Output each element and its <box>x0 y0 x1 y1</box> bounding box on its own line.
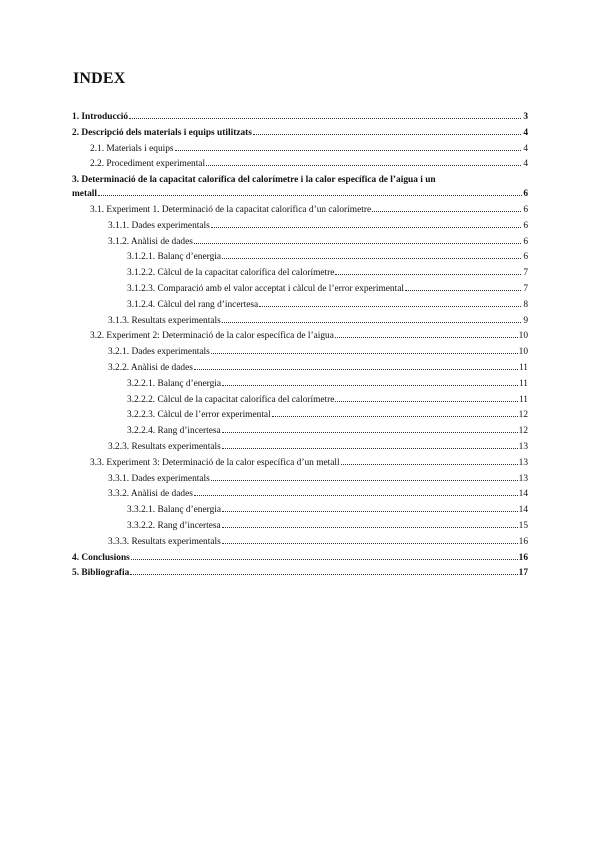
toc-entry-page: 17 <box>518 568 528 579</box>
toc-entry-label: 2. Descripció dels materials i equips utilitzats <box>72 127 252 138</box>
dot-leader <box>129 117 521 119</box>
toc-entry-3-2-2-2[interactable] <box>72 393 528 409</box>
dot-leader <box>222 542 518 544</box>
dot-leader <box>211 479 518 481</box>
toc-entry-1[interactable] <box>72 110 528 126</box>
toc-entry-3-3-3[interactable] <box>72 535 528 551</box>
toc-entry-page: 11 <box>518 394 528 405</box>
toc-entry-label: 3.2.2. Anàlisi de dades <box>108 362 193 373</box>
toc-entry-page: 11 <box>518 362 528 373</box>
toc-entry-label: 2.1. Materials i equips <box>90 143 174 154</box>
toc-entry-label: 3.1. Experiment 1. Determinació de la capacitat calorífica d’un calorímetre <box>90 204 372 215</box>
dot-leader <box>222 510 518 512</box>
dot-leader <box>405 289 521 291</box>
toc-entry-page: 10 <box>518 347 528 358</box>
toc-entry-page: 4 <box>523 159 528 170</box>
toc-entry-3-1-1[interactable] <box>72 219 528 235</box>
toc-entry-page: 4 <box>523 127 528 138</box>
dot-leader <box>130 573 517 575</box>
toc-entry-page: 6 <box>523 220 528 231</box>
dot-leader <box>222 384 518 386</box>
toc-entry-3-2-2[interactable] <box>72 361 528 377</box>
toc-entry-label: 3.1.2.2. Càlcul de la capacitat calorífica del calorímetre <box>127 268 335 279</box>
toc-entry-2-1[interactable] <box>72 142 528 158</box>
dot-leader <box>194 494 518 496</box>
toc-entry-3-1[interactable] <box>72 203 528 219</box>
toc-entry-3-2[interactable] <box>72 329 528 345</box>
toc-entry-3-1-2-3[interactable] <box>72 282 528 298</box>
dot-leader <box>222 447 518 449</box>
toc-entry-label: 3.2.2.4. Rang d’incertesa <box>127 426 221 437</box>
page-title: INDEX <box>73 70 126 87</box>
dot-leader <box>206 164 521 166</box>
toc-entry-page: 12 <box>518 410 528 421</box>
toc-entry-label: 3.3.3. Resultats experimentals <box>108 536 221 547</box>
toc-entry-page: 6 <box>523 189 528 200</box>
toc-entry-page: 12 <box>518 426 528 437</box>
toc-entry-label: 3.3.2.2. Rang d’incertesa <box>127 520 221 531</box>
toc-entry-label: 3.2. Experiment 2: Determinació de la calor específica de l’aigua <box>90 331 334 342</box>
toc-entry-page: 13 <box>518 473 528 484</box>
toc-entry-3-3-2-2[interactable] <box>72 519 528 535</box>
toc-entry-label: 3.1.2.4. Càlcul del rang d’incertesa <box>127 299 259 310</box>
toc-entry-label: 3.1.3. Resultats experimentals <box>108 315 221 326</box>
toc-entry-label: 3.3.2. Anàlisi de dades <box>108 489 193 500</box>
toc-entry-label: 3.3.1. Dades experimentals <box>108 473 210 484</box>
toc-entry-page: 6 <box>523 204 528 215</box>
toc-entry-5[interactable] <box>72 566 528 582</box>
toc-entry-label: 3.1.2. Anàlisi de dades <box>108 236 193 247</box>
toc-entry-3-2-2-1[interactable] <box>72 377 528 393</box>
dot-leader <box>98 194 522 196</box>
toc-entry-label: 4. Conclusions <box>72 552 130 563</box>
dot-leader <box>335 400 518 402</box>
toc-entry-3-1-3[interactable] <box>72 314 528 330</box>
toc-entry-3-2-1[interactable] <box>72 345 528 361</box>
toc-entry-3-3-2[interactable] <box>72 487 528 503</box>
dot-leader <box>211 226 521 228</box>
toc-entry-label: 3.2.2.2. Càlcul de la capacitat calorífica del calorímetre <box>127 394 335 405</box>
toc-entry-page: 3 <box>523 112 528 122</box>
toc-entry-2[interactable] <box>72 126 528 142</box>
toc-entry-4[interactable] <box>72 551 528 567</box>
toc-entry-3-3-2-1[interactable] <box>72 503 528 519</box>
toc-entry-2-2[interactable] <box>72 157 528 173</box>
toc-entry-label: 3.1.2.3. Comparació amb el valor acceptat i càlcul de l’error experimental <box>127 283 404 294</box>
toc-entry-3-1-2-2[interactable] <box>72 266 528 282</box>
toc-entry-page: 15 <box>518 520 528 531</box>
dot-leader <box>253 133 521 135</box>
toc-entry-label: 2.2. Procediment experimental <box>90 159 206 170</box>
toc-entry-3-1-2-4[interactable] <box>72 298 528 314</box>
toc-entry-page: 13 <box>518 441 528 452</box>
toc-entry-page: 14 <box>518 489 528 500</box>
toc-entry-page: 4 <box>523 143 528 154</box>
toc-entry-page: 16 <box>518 536 528 547</box>
dot-leader <box>222 321 521 323</box>
toc-entry-label: 3.2.3. Resultats experimentals <box>108 441 221 452</box>
dot-leader <box>335 336 518 338</box>
toc-entry-label: 3.2.2.1. Balanç d’energia <box>127 378 222 389</box>
dot-leader <box>222 257 521 259</box>
toc-entry-label: 5. Bibliografia <box>72 568 130 579</box>
toc-entry-3-3[interactable] <box>72 456 528 472</box>
toc-entry-3-1-2[interactable] <box>72 235 528 251</box>
toc-entry-3-2-2-3[interactable] <box>72 408 528 424</box>
table-of-contents <box>72 110 528 582</box>
toc-entry-3-1-2-1[interactable] <box>72 250 528 266</box>
toc-entry-page: 7 <box>523 268 528 279</box>
dot-leader <box>272 415 518 417</box>
dot-leader <box>222 526 518 528</box>
toc-entry-label: 3.1.2.1. Balanç d’energia <box>127 252 222 263</box>
toc-entry-label: 3.2.1. Dades experimentals <box>108 347 210 358</box>
dot-leader <box>335 273 521 275</box>
toc-entry-label: 1. Introducció <box>72 112 129 122</box>
toc-entry-label: 3.3. Experiment 3: Determinació de la calor específica d’un metall <box>90 457 340 468</box>
toc-entry-3-3-1[interactable] <box>72 472 528 488</box>
toc-entry-page: 13 <box>518 457 528 468</box>
dot-leader <box>341 463 518 465</box>
toc-entry-label-line1: 3. Determinació de la capacitat calorífica del calorímetre i la calor específica de l’aigua i un <box>72 175 436 186</box>
toc-entry-label: 3.2.2.3. Càlcul de l’error experimental <box>127 410 271 421</box>
toc-entry-page: 7 <box>523 283 528 294</box>
dot-leader <box>194 368 518 370</box>
toc-entry-page: 6 <box>523 252 528 263</box>
dot-leader <box>372 210 521 212</box>
toc-entry-page: 6 <box>523 236 528 247</box>
dot-leader <box>175 149 521 151</box>
toc-entry-page: 9 <box>523 315 528 326</box>
toc-entry-label-line2: metall <box>72 189 97 200</box>
dot-leader <box>259 305 521 307</box>
toc-entry-page: 14 <box>518 505 528 516</box>
dot-leader <box>194 242 521 244</box>
toc-entry-page: 8 <box>523 299 528 310</box>
toc-entry-label: 3.1.1. Dades experimentals <box>108 220 210 231</box>
toc-entry-page: 11 <box>518 378 528 389</box>
toc-entry-3-2-3[interactable] <box>72 440 528 456</box>
toc-entry-3[interactable] <box>72 173 528 201</box>
toc-entry-page: 10 <box>518 331 528 342</box>
dot-leader <box>222 431 518 433</box>
dot-leader <box>131 558 518 560</box>
dot-leader <box>211 352 518 354</box>
toc-entry-label: 3.3.2.1. Balanç d’energia <box>127 505 222 516</box>
toc-entry-page: 16 <box>518 552 528 563</box>
toc-entry-3-2-2-4[interactable] <box>72 424 528 440</box>
